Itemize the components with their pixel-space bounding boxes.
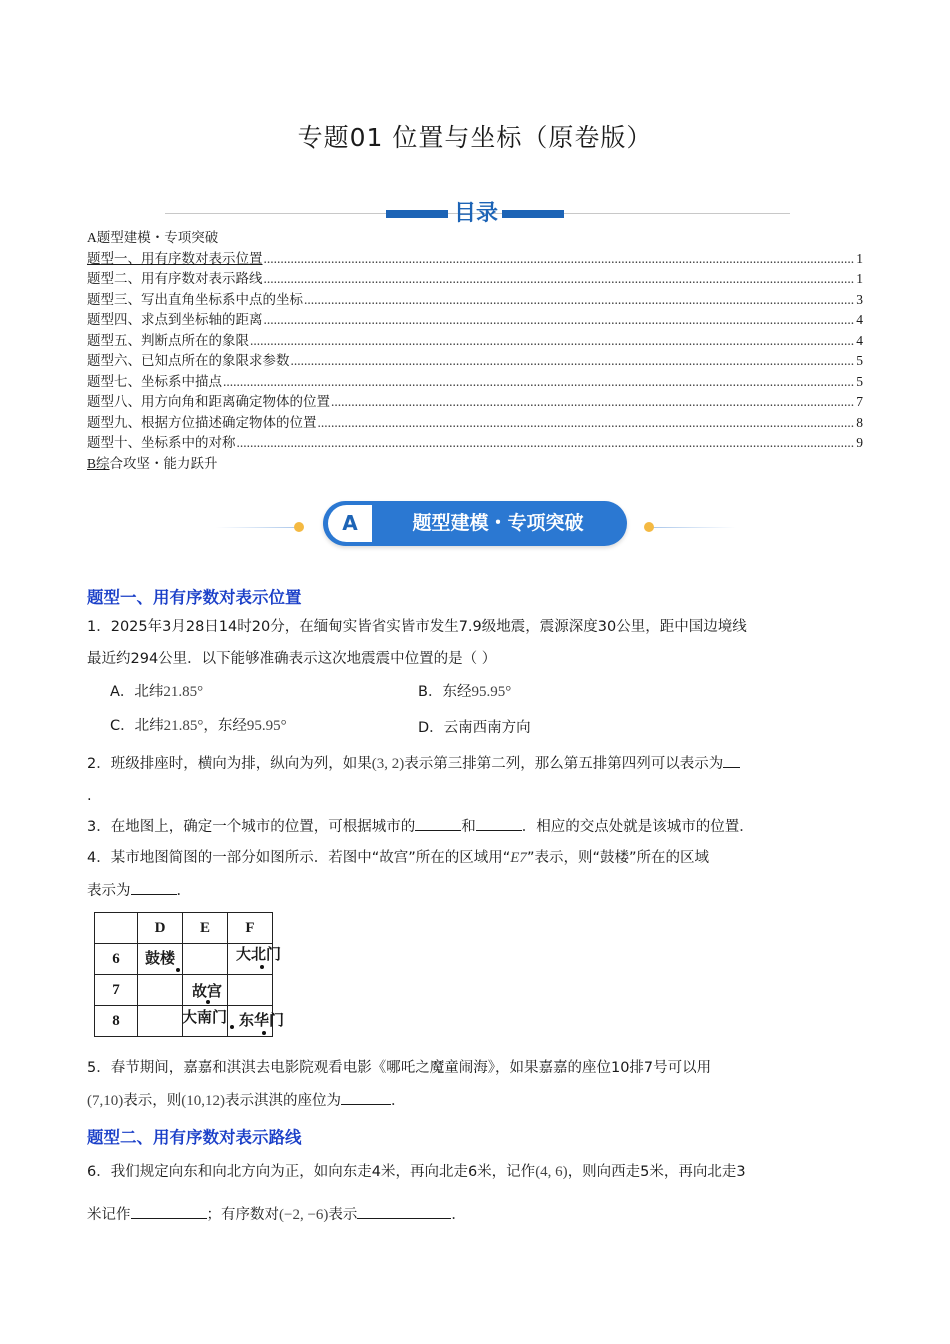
banner-text: 题型建模・专项突破: [412, 512, 584, 534]
toc-item[interactable]: 题型四、求点到坐标轴的距离 ..... 4: [87, 310, 863, 331]
table-of-contents: [87, 228, 863, 474]
map-point: [230, 1025, 234, 1029]
toc-item[interactable]: 题型三、写出直角坐标系中点的坐标 ..... 3: [87, 290, 863, 311]
row-label: 8: [95, 1006, 138, 1037]
option-c[interactable]: C．北纬21.85°，东经95.95°: [110, 718, 287, 734]
toc-item[interactable]: 题型五、判断点所在的象限 ..... 4: [87, 331, 863, 352]
banner-dot-left: [294, 522, 304, 532]
option-b[interactable]: B．东经95.95°: [418, 684, 512, 700]
map-point: [176, 968, 180, 972]
banner-letter: A: [328, 505, 372, 542]
toc-bar-right: [502, 210, 564, 218]
answer-blank[interactable]: [357, 1204, 451, 1219]
map-label-donghuamen: 东华门: [239, 1011, 285, 1029]
toc-item[interactable]: 题型六、已知点所在的象限求参数 ..... 5: [87, 351, 863, 372]
answer-blank[interactable]: [131, 1204, 207, 1219]
answer-blank[interactable]: [131, 880, 177, 895]
option-a[interactable]: A．北纬21.85°: [110, 684, 204, 700]
question-1-line-1: 1．2025年3月28日14时20分，在缅甸实皆省实皆市发生7.9级地震，震源深度30公里，距中国边境线: [87, 619, 747, 635]
banner-line-right: [652, 527, 736, 528]
answer-blank[interactable]: [415, 816, 461, 831]
map-label-dabeimen: 大北门: [236, 945, 282, 963]
map-point: [206, 1000, 210, 1004]
section-heading: 题型二、用有序数对表示路线: [87, 1128, 302, 1147]
toc-heading: 目录: [453, 201, 498, 226]
question-2-end: .: [87, 788, 92, 804]
question-1-line-2: 最近约294公里．以下能够准确表示这次地震震中位置的是（ ）: [87, 651, 497, 667]
column-label: D: [138, 913, 183, 944]
page-title: 专题01 位置与坐标（原卷版）: [297, 123, 653, 152]
question-5-line-2: (7,10)表示，则(10,12)表示淇淇的座位为 ．: [87, 1090, 867, 1111]
answer-blank[interactable]: [341, 1090, 391, 1105]
toc-item[interactable]: 题型二、用有序数对表示路线 ..... 1: [87, 269, 863, 290]
answer-blank[interactable]: [476, 816, 522, 831]
option-d[interactable]: D．云南西南方向: [418, 720, 531, 736]
map-point: [260, 965, 264, 969]
question-3: 3．在地图上，确定一个城市的位置，可根据城市的 和 ．相应的交点处就是该城市的位置．: [87, 816, 867, 837]
toc-item[interactable]: 题型八、用方向角和距离确定物体的位置 ..... 7: [87, 392, 863, 413]
toc-item[interactable]: 题型一、用有序数对表示位置 ..... 1: [87, 249, 863, 270]
question-6-line-2: 米记作 ；有序数对(−2, −6)表示 ．: [87, 1204, 867, 1225]
question-4-line-2: 表示为 ．: [87, 880, 867, 901]
column-label: E: [183, 913, 228, 944]
map-label-gulou: 鼓楼: [145, 949, 176, 967]
column-label: F: [228, 913, 273, 944]
map-label-gugong: 故宫: [192, 982, 223, 1000]
banner-dot-right: [644, 522, 654, 532]
map-label-danamen: 大南门: [182, 1008, 228, 1026]
map-point: [262, 1031, 266, 1035]
toc-part-b[interactable]: B综 合攻坚・能力跃升: [87, 455, 218, 471]
section-heading: 题型一、用有序数对表示位置: [87, 588, 302, 607]
toc-item[interactable]: 题型七、坐标系中描点 ..... 5: [87, 372, 863, 393]
row-label: 6: [95, 944, 138, 975]
answer-blank[interactable]: [723, 753, 740, 768]
question-5: 5．春节期间，嘉嘉和淇淇去电影院观看电影《哪吒之魔童闹海》，如果嘉嘉的座位10排7号可以用: [87, 1060, 712, 1076]
question-2: 2．班级排座时，横向为排，纵向为列，如果(3, 2)表示第三排第二列，那么第五排第四列可以表示为: [87, 753, 867, 774]
question-6: 6．我们规定向东和向北方向为正，如向东走4米，再向北走6米，记作(4, 6)，则向西走5米，再向北走3: [87, 1164, 746, 1180]
banner-line-left: [216, 527, 300, 528]
row-label: 7: [95, 975, 138, 1006]
toc-item[interactable]: 题型十、坐标系中的对称 ..... 9: [87, 433, 863, 454]
toc-item[interactable]: 题型九、根据方位描述确定物体的位置 ..... 8: [87, 413, 863, 434]
question-4: 4．某市地图简图的一部分如图所示．若图中“故宫”所在的区域用“E7”表示，则“鼓楼”所在的区域: [87, 850, 709, 866]
toc-bar-left: [386, 210, 448, 218]
toc-part-a[interactable]: A题型建模・专项突破: [87, 230, 219, 245]
